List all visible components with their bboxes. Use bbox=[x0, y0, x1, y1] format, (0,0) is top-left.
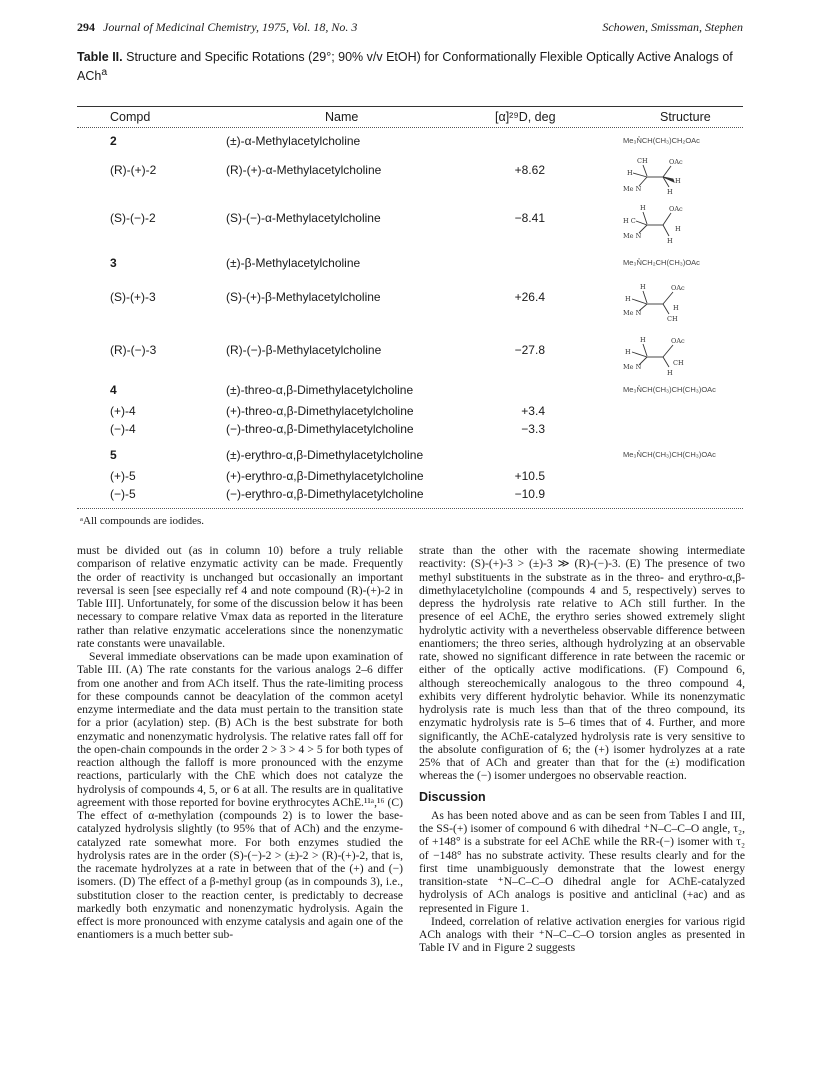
compd-cell: (−)-5 bbox=[110, 487, 136, 501]
svg-text:Me N: Me N bbox=[623, 309, 642, 317]
compd-cell: (+)-4 bbox=[110, 404, 136, 418]
compd-cell: (−)-4 bbox=[110, 422, 136, 436]
rotation-cell: +10.5 bbox=[514, 469, 545, 483]
svg-text:Me N: Me N bbox=[623, 185, 642, 193]
svg-text:H: H bbox=[667, 369, 673, 377]
svg-text:H: H bbox=[667, 237, 673, 245]
column-header-name: Name bbox=[325, 110, 359, 124]
structure-formula: Me₃N̊CH(CH₃)CH(CH₃)OAc bbox=[623, 385, 716, 394]
svg-text:OAc: OAc bbox=[671, 284, 685, 292]
name-cell: (±)-α-Methylacetylcholine bbox=[226, 134, 361, 148]
name-cell: (−)-threo-α,β-Dimethylacetylcholine bbox=[226, 422, 414, 436]
name-cell: (S)-(−)-α-Methylacetylcholine bbox=[226, 211, 381, 225]
svg-text:H: H bbox=[673, 304, 679, 312]
svg-text:OAc: OAc bbox=[671, 337, 685, 345]
rotation-cell: −8.41 bbox=[514, 211, 545, 225]
svg-text:H C: H C bbox=[623, 217, 636, 225]
structure-formula: Me₃N̊CH₂CH(CH₃)OAc bbox=[623, 258, 700, 267]
compd-cell: (+)-5 bbox=[110, 469, 136, 483]
name-cell: (R)-(+)-α-Methylacetylcholine bbox=[226, 163, 382, 177]
rotation-cell: −27.8 bbox=[514, 343, 545, 357]
structure-cell bbox=[607, 284, 743, 340]
table-caption bbox=[77, 50, 743, 84]
compd-cell: 3 bbox=[110, 256, 117, 270]
name-cell: (−)-erythro-α,β-Dimethylacetylcholine bbox=[226, 487, 424, 501]
svg-text:CH: CH bbox=[673, 359, 684, 367]
svg-text:Me N: Me N bbox=[623, 232, 642, 240]
svg-text:H: H bbox=[675, 225, 681, 233]
svg-text:H: H bbox=[625, 295, 631, 303]
compd-cell: (R)-(+)-2 bbox=[110, 163, 157, 177]
svg-text:H: H bbox=[675, 177, 681, 185]
column-header-structure: Structure bbox=[660, 110, 711, 124]
svg-text:H: H bbox=[667, 188, 673, 196]
table-caption-text: Structure and Specific Rotations (29°; 90% v/v EtOH) for Conformationally Flexible Optically Active Analogs of ACh bbox=[77, 50, 733, 84]
name-cell: (S)-(+)-β-Methylacetylcholine bbox=[226, 290, 381, 304]
running-head bbox=[77, 20, 743, 38]
name-cell: (+)-erythro-α,β-Dimethylacetylcholine bbox=[226, 469, 424, 483]
compd-cell: (R)-(−)-3 bbox=[110, 343, 157, 357]
svg-text:H: H bbox=[627, 169, 633, 177]
rotation-cell: −3.3 bbox=[521, 422, 545, 436]
section-heading-discussion: Discussion bbox=[419, 789, 486, 804]
compd-cell: 5 bbox=[110, 448, 117, 462]
table-top-rule bbox=[77, 106, 743, 107]
svg-text:CH: CH bbox=[667, 315, 678, 323]
rotation-cell: +3.4 bbox=[521, 404, 545, 418]
table-bottom-rule bbox=[77, 508, 743, 509]
structure-formula: Me₃N̊CH(CH₃)CH₂OAc bbox=[623, 136, 700, 145]
compd-cell: 4 bbox=[110, 383, 117, 397]
svg-text:H: H bbox=[625, 348, 631, 356]
column-header-compd: Compd bbox=[110, 110, 151, 124]
newman-structure-drawing bbox=[623, 157, 713, 205]
compd-cell: 2 bbox=[110, 134, 117, 148]
name-cell: (R)-(−)-β-Methylacetylcholine bbox=[226, 343, 382, 357]
svg-text:OAc: OAc bbox=[669, 158, 683, 166]
svg-text:H: H bbox=[640, 284, 646, 291]
svg-text:CH: CH bbox=[637, 157, 648, 165]
running-head-authors: Schowen, Smissman, Stephen bbox=[602, 20, 743, 34]
rotation-cell: +8.62 bbox=[514, 163, 545, 177]
left-column bbox=[77, 544, 403, 942]
paragraph: Indeed, correlation of relative activation energies for various rigid ACh analogs with their ⁺N–C–C–O torsion angles as presented in Table IV and in Figure 2 suggests bbox=[419, 914, 745, 955]
paragraph: must be divided out (as in column 10) before a truly reliable comparison of relative enzymatic activity can be made. Frequently the order of reactivity is unchanged but occasionally an important reversal is seen [see especially ref 4 and note compound (R)-(+)-2 in Table III]. Unfortunately, for some of the discussion below it has been necessary to compare relative Vmax data as reported in the literature rather than relative enzymatic accelerations since the nonenzymatic rate constants were unavailable. bbox=[77, 544, 403, 650]
running-head-left bbox=[77, 20, 357, 35]
column-header-rotation: [α]²⁹D, deg bbox=[495, 110, 556, 124]
svg-text:H: H bbox=[640, 337, 646, 344]
right-column bbox=[419, 544, 745, 955]
name-cell: (±)-threo-α,β-Dimethylacetylcholine bbox=[226, 383, 414, 397]
compd-cell: (S)-(+)-3 bbox=[110, 290, 156, 304]
paragraph: Several immediate observations can be made upon examination of Table III. (A) The rate constants for the various analogs 2–6 differ from one another and from ACh itself. Thus the rate-limiting process for these compounds cannot be deacylation of the common acetyl enzyme intermediate and the data must pertain to the transition state for a prior (acylation) step. (B) ACh is the best substrate for both enzymatic and nonenzymatic hydrolysis. The relative rates fall off for the open-chain compounds in the order 2 > 3 > 4 > 5 for both types of reaction although the falloff is more pronounced with the enzyme reactions, particularly with the ChE which does not catalyze the hydrolysis of compounds 4, 5, or 6 at all. The results are in qualitative agreement with those reported for bovine erythrocytes AChE.¹¹ᵃ,¹⁶ (C) The effect of α-methylation (compounds 2) is to lower the base-catalyzed hydrolysis slightly (to 95% that of ACh) and the enzyme-catalyzed rate somewhat more. For both enzymes studied the hydrolysis rates are in the order (S)-(−)-2 > (±)-2 > (R)-(+)-2, that is, the racemate hydrolyzes at a rate in between that of the (+) and (−) isomers. (D) The effect of a β-methyl group (as in compounds 3), i.e., substitution closer to the reaction center, is predictably to decrease markedly both enzymatic and nonenzymatic hydrolysis. Again the effect is more pronounced with enzyme catalysis and again one of the enantiomers is a much better sub- bbox=[77, 650, 403, 942]
table-label: Table II. bbox=[77, 50, 123, 64]
newman-structure-drawing bbox=[623, 205, 713, 253]
table-caption-footnote-mark: a bbox=[101, 67, 108, 78]
name-cell: (+)-threo-α,β-Dimethylacetylcholine bbox=[226, 404, 414, 418]
structure-formula: Me₃N̊CH(CH₃)CH(CH₃)OAc bbox=[623, 450, 716, 459]
rotation-cell: +26.4 bbox=[514, 290, 545, 304]
page-number: 294 bbox=[77, 20, 95, 34]
svg-text:Me N: Me N bbox=[623, 363, 642, 371]
svg-text:OAc: OAc bbox=[669, 205, 683, 213]
name-cell: (±)-erythro-α,β-Dimethylacetylcholine bbox=[226, 448, 424, 462]
svg-text:H: H bbox=[640, 205, 646, 212]
newman-structure-drawing bbox=[623, 284, 713, 332]
journal-citation: Journal of Medicinal Chemistry, 1975, Vol. 18, No. 3 bbox=[103, 20, 358, 34]
paragraph: strate than the other with the racemate showing intermediate reactivity: (S)-(+)-3 > (±)-3 ≫ (R)-(−)-3. (E) The presence of two methyl substituents in the substrate as in the threo- and erythro-α,β-dimethylacetylcholine (compounds 4 and 5, respectively) serves to depress the hydrolysis rate relative to ACh still further. In the presence of eel AChE, the erythro series showed extremely slight hydrolytic activity with a nevertheless observable difference between enantiomers; the threo series, although hydrolyzing at an observable rate, showed no significant difference in rate between the racemic or either of the optically active modifications. (F) Compound 6, although stereochemically analogous to the threo compound 4, exhibits very different hydrolytic behavior. While its nonenzymatic hydrolysis rate is much less than that of the threo compound, its enzymatic hydrolysis rate is 5–6 times that of 4. Further, and more significantly, the AChE-catalyzed hydrolysis rate is very sensitive to the absolute configuration of 6; the (+) isomer hydrolyzes at a rate 25% that of ACh and greater than that for the (±) modification whereas the (−) isomer undergoes no observable reaction. bbox=[419, 544, 745, 783]
rotation-cell: −10.9 bbox=[514, 487, 545, 501]
paragraph: As has been noted above and as can be seen from Tables I and III, the SS-(+) isomer of compound 6 with dihedral ⁺N–C–C–O angle, τ₂, of +148° is a substrate for eel AChE while the RR-(−) isomer with τ₂ of −148° has no substrate activity. These results clearly and for the first time unambiguously demonstrate that the lowest energy transition-state ⁺N–C–C–O dihedral angle for AChE-catalyzed hydrolysis of ACh analogs is positive and anticlinal (+ac) and as represented in Figure 1. bbox=[419, 808, 745, 915]
table-footnote: ᵃAll compounds are iodides. bbox=[80, 515, 204, 527]
name-cell: (±)-β-Methylacetylcholine bbox=[226, 256, 361, 270]
compd-cell: (S)-(−)-2 bbox=[110, 211, 156, 225]
